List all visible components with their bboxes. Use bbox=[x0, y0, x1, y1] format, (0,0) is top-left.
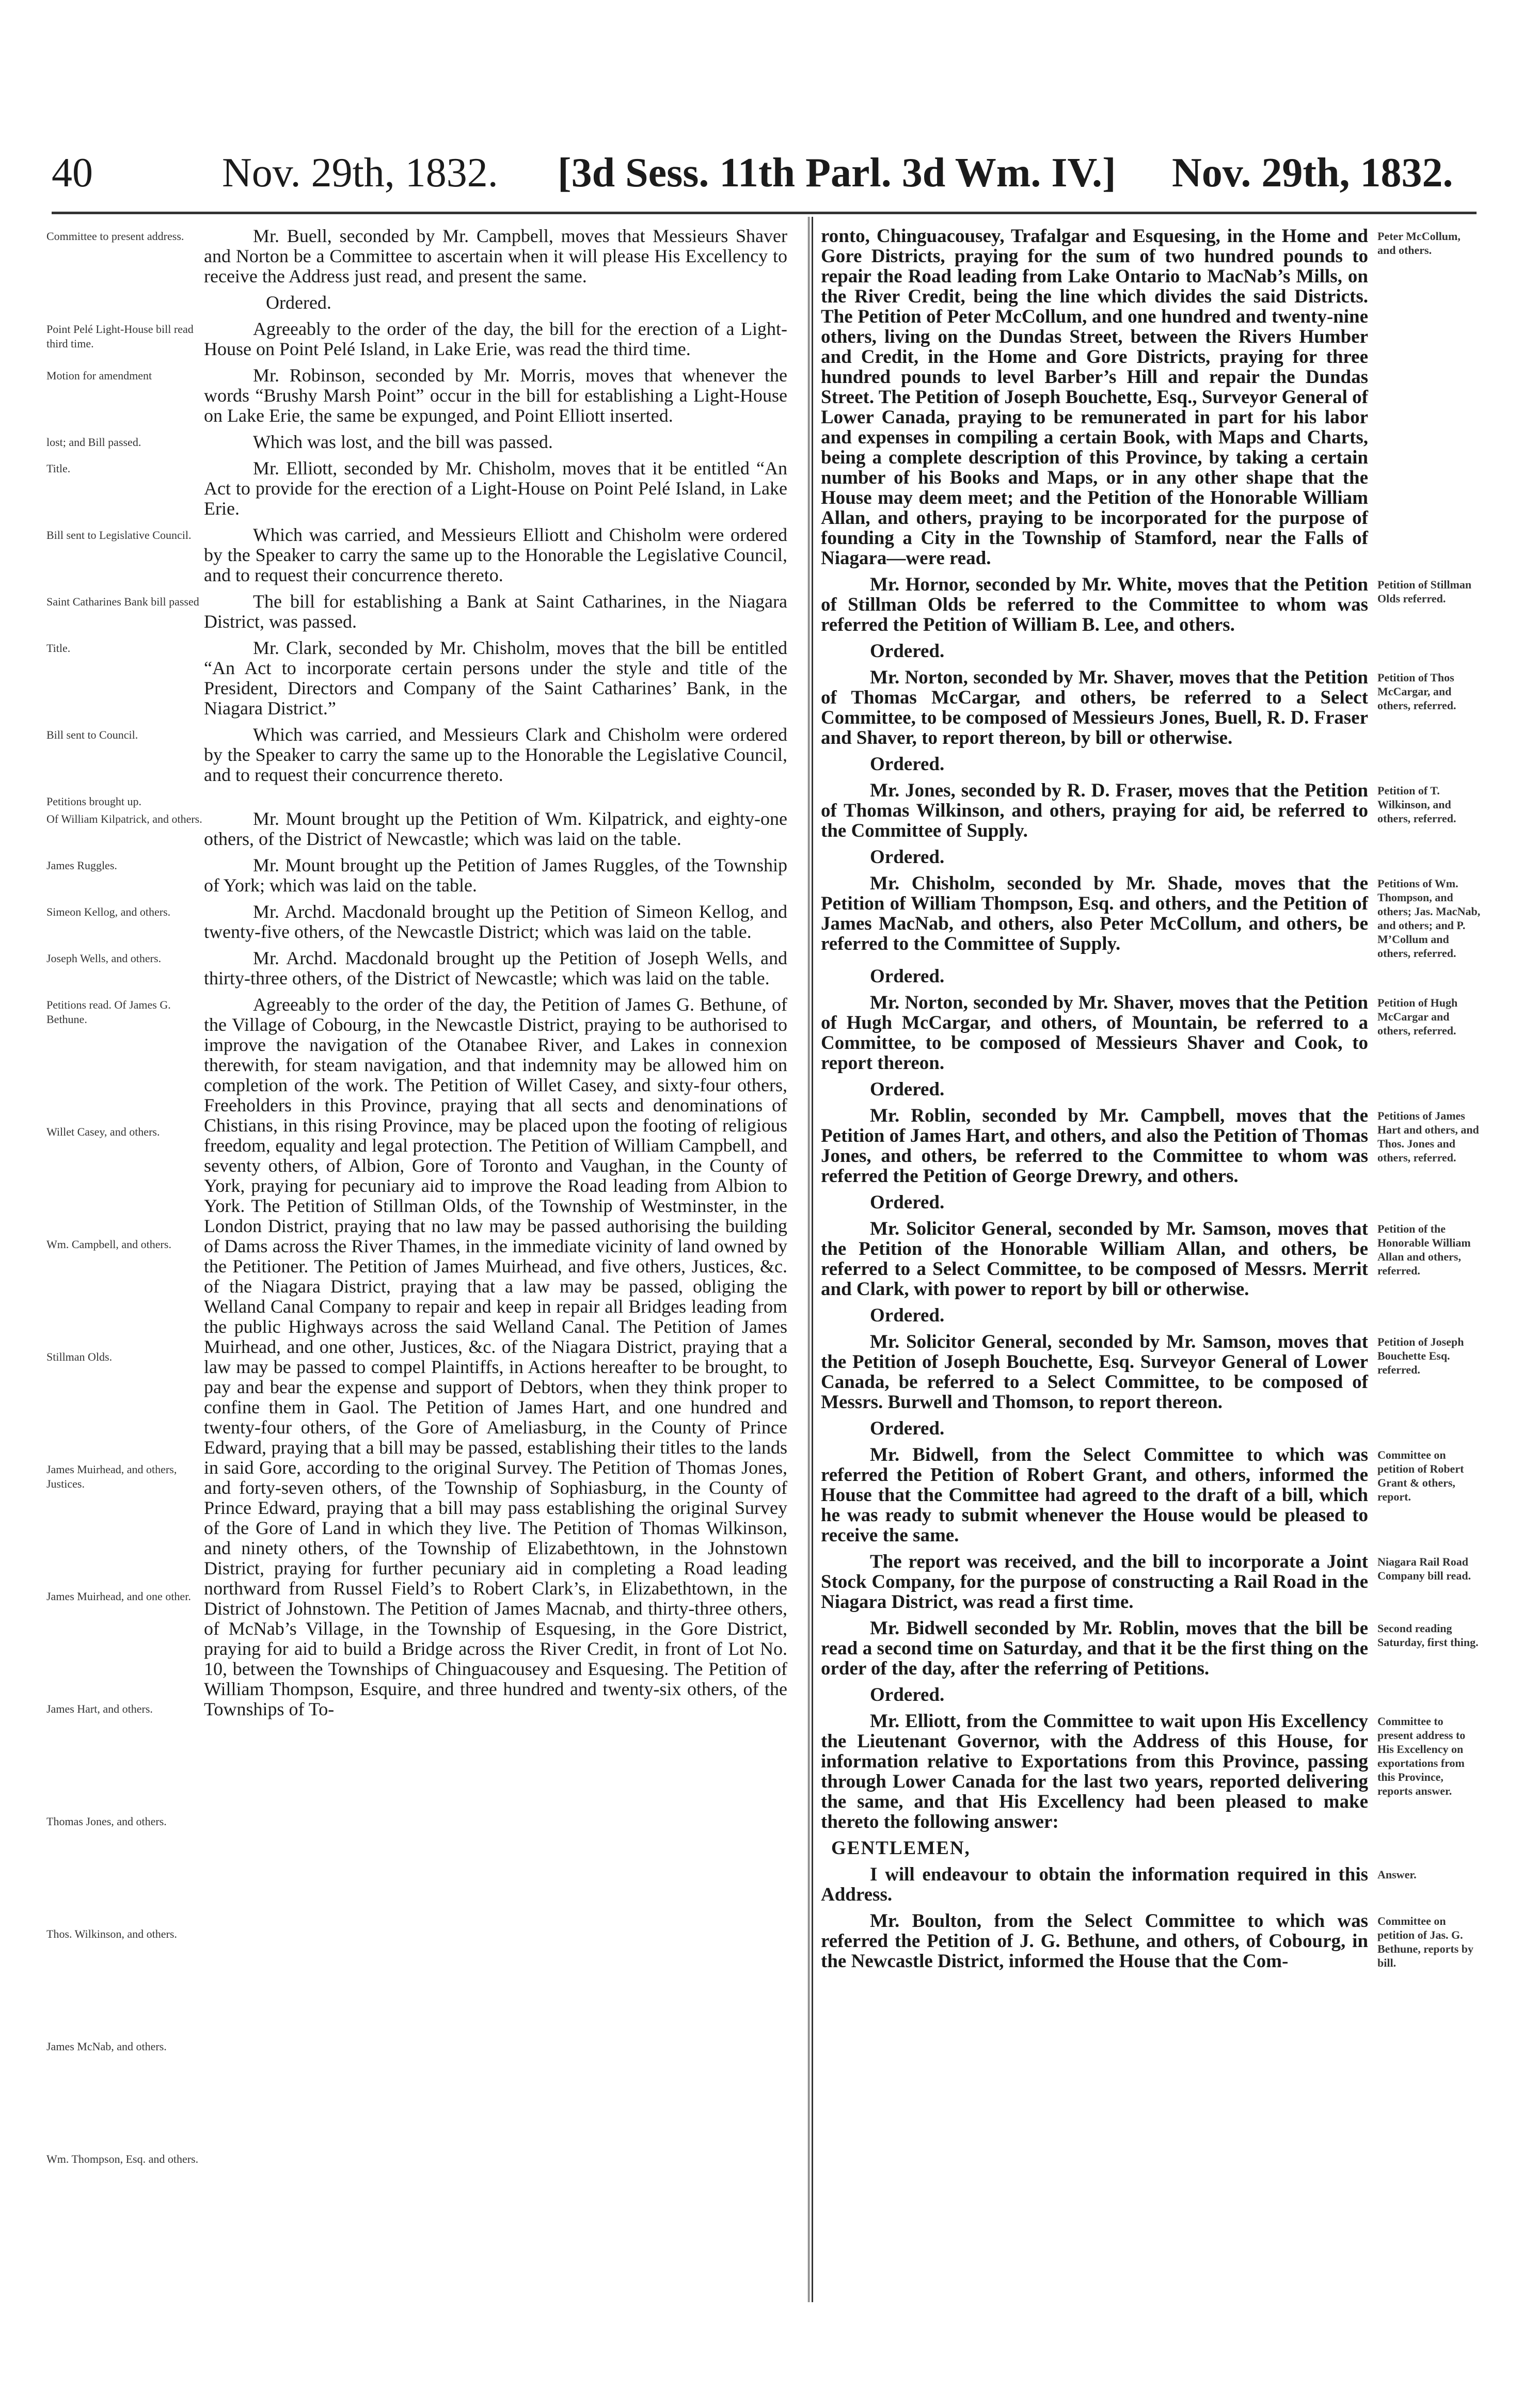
right-entry bbox=[821, 1418, 1487, 1439]
paragraph: The bill for establishing a Bank at Saint Catharines, in the Niagara District, was passed. bbox=[204, 591, 787, 632]
marginal-note: Title. bbox=[46, 462, 71, 475]
ordered-line: Ordered. bbox=[870, 641, 945, 662]
header-date-right: Nov. 29th, 1832. bbox=[1172, 150, 1453, 196]
left-entry bbox=[46, 319, 795, 359]
right-entry bbox=[821, 754, 1487, 774]
marginal-note bbox=[46, 293, 204, 296]
left-entry bbox=[46, 809, 795, 849]
paragraph: Mr. Boulton, from the Select Committee to which was referred the Petition of J. G. Bethune, and others, of Cobourg, in the Newcastle District, informed the House that the Com- bbox=[821, 1910, 1368, 1972]
marginal-note: Peter McCollum, and others. bbox=[1377, 230, 1461, 257]
right-entry bbox=[821, 1685, 1487, 1705]
header-session: [3d Sess. 11th Parl. 3d Wm. IV.] bbox=[558, 150, 1116, 196]
left-entry bbox=[46, 638, 795, 719]
header-rule bbox=[52, 212, 1477, 214]
right-column bbox=[821, 226, 1487, 1978]
paragraph: Mr. Hornor, seconded by Mr. White, moves that the Petition of Stillman Olds be referred to the Committee to whom was referred the Petition of William B. Lee, and others. bbox=[821, 574, 1368, 635]
right-entry bbox=[821, 1618, 1487, 1679]
marginal-note: Second reading Saturday, first thing. bbox=[1377, 1622, 1479, 1649]
paragraph: Mr. Archd. Macdonald brought up the Petition of Joseph Wells, and thirty-three others, of the District of Newcastle; which was laid on the table. bbox=[204, 948, 787, 988]
page-number: 40 bbox=[52, 150, 93, 196]
marginal-note: Stillman Olds. bbox=[46, 1350, 113, 1363]
right-entry bbox=[821, 1106, 1487, 1186]
marginal-note: Petition of the Honorable William Allan and others, referred. bbox=[1377, 1222, 1471, 1277]
left-entry bbox=[46, 791, 795, 809]
marginal-note: James McNab, and others. bbox=[46, 2040, 167, 2053]
paragraph: Agreeably to the order of the day, the Petition of James G. Bethune, of the Village of Cobourg, in the Newcastle District, praying to be authorised to improve the navigation of the Otanabee River, and Lakes in connexion therewith, for steam navigation, and that indemnity may be allowed him on completion of the work. The Petition of Willet Casey, and sixty-four others, Freeholders in this Province, praying that all sects and denominations of Chistians, in this rising Province, may be placed upon the footing of religious freedom, equality and legal protection. The Petition of William Campbell, and seventy others, of Albion, Gore of Toronto and Vaughan, in the County of York, praying for pecuniary aid to improve the Road leading from Albion to York. The Petition of Stillman Olds, of the Township of Westminster, in the London District, praying that no law may be passed authorising the building of Dams across the River Thames, in the immediate vicinity of land owned by the Petitioner. The Petition of James Muirhead, and five others, Justices, &c. of the Niagara District, praying that a law may be passed, obliging the Welland Canal Company to repair and keep in repair all Bridges leading from the public Highways across the said Welland Canal. The Petition of James Muirhead, and one other, Justices, &c. of the Niagara District, praying that a law may be passed to compel Plaintiffs, in Actions hereafter to be brought, to pay and bear the expense and support of Debtors, when they think proper to confine them in Gaol. The Petition of James Hart, and one hundred and twenty-four others, of the Gore of Ameliasburg, in the County of Prince Edward, praying that a bill may be passed, establishing their titles to the lands in said Gore, according to the original Survey. The Petition of Thomas Jones, and forty-seven others, of the Township of Sophiasburg, in the County of Prince Edward, praying that a bill may pass establishing the original Survey of the Gore of Land in which they live. The Petition of Thomas Wilkinson, and ninety others, of the Township of Elizabethtown, in the Johnstown District, praying for further pecuniary aid in completing a Road leading northward from Russel Field’s to Robert Clark’s, in Elizabethtown, in the District of Johnstown. The Petition of James Macnab, and thirty-three others, of McNab’s Village, in the Township of Esquesing, in the Gore District, praying for aid to build a Bridge across the River Credit, in front of Lot No. 10, between the Townships of Chinguacousey and Esquesing. The Petition of William Thompson, Esquire, and three hundred and twenty-six others, of the Townships of To- bbox=[204, 994, 787, 1719]
left-entry bbox=[46, 432, 795, 452]
ordered-line: Ordered. bbox=[870, 754, 945, 775]
marginal-note: James Hart, and others. bbox=[46, 1702, 153, 1715]
paragraph: Mr. Norton, seconded by Mr. Shaver, moves that the Petition of Thomas McCargar, and others, be referred to a Select Committee, to be composed of Messieurs Jones, Buell, R. D. Fraser and Shaver, to report thereon, by bill or otherwise. bbox=[821, 667, 1368, 748]
marginal-note: James Muirhead, and others, Justices. bbox=[46, 1463, 177, 1490]
marginal-note: Of William Kilpatrick, and others. bbox=[46, 812, 202, 825]
paragraph: Mr. Bidwell seconded by Mr. Roblin, moves that the bill be read a second time on Saturday, and that it be the first thing on the order of the day, after the referring of Petitions. bbox=[821, 1618, 1368, 1679]
left-entry bbox=[46, 902, 795, 942]
marginal-note bbox=[1368, 1685, 1481, 1688]
ordered-line: Ordered. bbox=[870, 1418, 945, 1439]
left-entry bbox=[46, 725, 795, 785]
marginal-note: Petition of Joseph Bouchette Esq. referred. bbox=[1377, 1335, 1464, 1376]
marginal-note bbox=[1368, 1418, 1481, 1422]
marginal-note: Petition of Stillman Olds referred. bbox=[1377, 578, 1472, 605]
paragraph: Mr. Jones, seconded by R. D. Fraser, moves that the Petition of Thomas Wilkinson, and others, praying for aid, be referred to the Committee of Supply. bbox=[821, 780, 1368, 841]
paragraph: Which was carried, and Messieurs Elliott and Chisholm were ordered by the Speaker to carry the same up to the Honorable the Legislative Council, and to request their concurrence thereto. bbox=[204, 524, 787, 585]
paragraph: Mr. Chisholm, seconded by Mr. Shade, moves that the Petition of William Thompson, Esq. and others, and the Petition of James MacNab, and others, also Peter McCollum, and others, be referred to the Committee of Supply. bbox=[821, 873, 1368, 954]
ordered-line: Ordered. bbox=[870, 1079, 945, 1100]
left-entry bbox=[46, 365, 795, 426]
marginal-note: Petition of Hugh McCargar and others, referred. bbox=[1377, 996, 1458, 1037]
marginal-note: Simeon Kellog, and others. bbox=[46, 905, 171, 918]
right-entry bbox=[821, 641, 1487, 661]
marginal-note: Petitions of Wm. Thompson, and others; Jas. MacNab, and others; and P. M’Collum and others, referred. bbox=[1377, 877, 1481, 960]
marginal-note: Petition of T. Wilkinson, and others, referred. bbox=[1377, 784, 1456, 825]
marginal-note: Petitions of James Hart and others, and Thos. Jones and others, referred. bbox=[1377, 1109, 1479, 1164]
paragraph: Which was lost, and the bill was passed. bbox=[253, 432, 553, 452]
right-entry bbox=[821, 1864, 1487, 1905]
marginal-note: Committee on petition of Jas. G. Bethune, reports by bill. bbox=[1377, 1915, 1473, 1969]
marginal-note: James Ruggles. bbox=[46, 859, 117, 872]
ordered-line: Ordered. bbox=[870, 847, 945, 868]
page-header bbox=[52, 150, 1477, 206]
greeting-line: GENTLEMEN, bbox=[831, 1838, 971, 1859]
left-entry bbox=[46, 226, 795, 286]
marginal-note bbox=[1368, 754, 1481, 757]
marginal-note: lost; and Bill passed. bbox=[46, 436, 141, 449]
marginal-note: Wm. Thompson, Esq. and others. bbox=[46, 2152, 199, 2165]
marginal-note: Petitions read. Of James G. Bethune. Willet Casey, and others. Wm. Campbell, and others. Stillman Olds. James Muirhead, and others, Justices. James Muirhead, and one other. James Hart, and others. Thomas Jones, and others. Thos. Wilkinson, and others. James McNab, and others. Wm. Thompson, Esq. and others. bbox=[46, 995, 204, 2166]
marginal-note bbox=[1368, 847, 1481, 850]
ordered-line: Ordered. bbox=[870, 1192, 945, 1213]
right-entry bbox=[821, 667, 1487, 748]
paragraph: Mr. Roblin, seconded by Mr. Campbell, moves that the Petition of James Hart, and others, and also the Petition of Thomas Jones, and others, be referred to the Committee to whom was referred the Petition of George Drewry, and others. bbox=[821, 1105, 1368, 1187]
paragraph: Mr. Clark, seconded by Mr. Chisholm, moves that the bill be entitled “An Act to incorporate certain persons under the style and title of the President, Directors and Company of the Saint Catharines’ Bank, in the Niagara District.” bbox=[204, 637, 787, 719]
paragraph: Which was carried, and Messieurs Clark and Chisholm were ordered by the Speaker to carry the same up to the Honorable the Legislative Council, and to request their concurrence thereto. bbox=[204, 724, 787, 785]
left-entry bbox=[46, 855, 795, 896]
marginal-note bbox=[1368, 1305, 1481, 1309]
paragraph: Mr. Solicitor General, seconded by Mr. Samson, moves that the Petition of the Honorable William Allan, and others, be referred to a Select Committee, to be composed of Messrs. Merrit and Clark, with power to report by bill or otherwise. bbox=[821, 1218, 1368, 1300]
left-entry bbox=[46, 525, 795, 585]
right-entry bbox=[821, 575, 1487, 635]
right-entry bbox=[821, 1192, 1487, 1213]
ordered-line: Ordered. bbox=[870, 1305, 945, 1326]
marginal-note: Saint Catharines Bank bill passed bbox=[46, 595, 199, 608]
marginal-note: Niagara Rail Road Company bill read. bbox=[1377, 1555, 1471, 1582]
marginal-note: James Muirhead, and one other. bbox=[46, 1590, 191, 1603]
marginal-note: Thomas Jones, and others. bbox=[46, 1815, 167, 1828]
marginal-note: Bill sent to Council. bbox=[46, 728, 138, 741]
paragraph: Mr. Bidwell, from the Select Committee to which was referred the Petition of Robert Grant, and others, informed the House that the Committee had agreed to the draft of a bill, which he was ready to submit whenever the House would be pleased to receive the same. bbox=[821, 1444, 1368, 1546]
right-entry bbox=[821, 780, 1487, 841]
paragraph: The report was received, and the bill to incorporate a Joint Stock Company, for the purpose of constructing a Rail Road in the Niagara District, was read a first time. bbox=[821, 1551, 1368, 1613]
right-entry bbox=[821, 1079, 1487, 1099]
marginal-note: Bill sent to Legislative Council. bbox=[46, 529, 192, 541]
marginal-note: Title. bbox=[46, 642, 71, 655]
marginal-note: Committee on petition of Robert Grant & others, report. bbox=[1377, 1448, 1464, 1503]
paragraph: Agreeably to the order of the day, the bill for the erection of a Light-House on Point Pelé Island, in Lake Erie, was read the third time. bbox=[204, 318, 787, 359]
left-column bbox=[46, 226, 795, 2173]
left-entry bbox=[46, 948, 795, 988]
paragraph: Mr. Elliott, seconded by Mr. Chisholm, moves that it be entitled “An Act to provide for the erection of a Light-House on Point Pelé Island, in Lake Erie. bbox=[204, 458, 787, 519]
left-entry bbox=[46, 458, 795, 519]
marginal-note: Thos. Wilkinson, and others. bbox=[46, 1927, 177, 1940]
right-entry bbox=[821, 1332, 1487, 1412]
marginal-note: Wm. Campbell, and others. bbox=[46, 1238, 171, 1251]
right-entry bbox=[821, 1552, 1487, 1612]
right-entry bbox=[821, 873, 1487, 960]
paragraph: Mr. Robinson, seconded by Mr. Morris, moves that whenever the words “Brushy Marsh Point” occur in the bill for establishing a Light-House on Lake Erie, the same be expunged, and Point Elliott inserted. bbox=[204, 365, 787, 426]
paragraph: Mr. Archd. Macdonald brought up the Petition of Simeon Kellog, and twenty-five others, of the Newcastle District; which was laid on the table. bbox=[204, 901, 787, 942]
paragraph: Mr. Solicitor General, seconded by Mr. Samson, moves that the Petition of Joseph Bouchette, Esq. Surveyor General of Lower Canada, be referred to a Select Committee, to be composed of Messrs. Burwell and Thomson, to report thereon. bbox=[821, 1331, 1368, 1413]
right-entry bbox=[821, 1305, 1487, 1326]
marginal-note: Point Pelé Light-House bill read third time. bbox=[46, 323, 194, 350]
marginal-note: Willet Casey, and others. bbox=[46, 1125, 160, 1138]
right-entry bbox=[821, 1219, 1487, 1299]
paragraph: Mr. Elliott, from the Committee to wait upon His Excellency the Lieutenant Governor, with the Address of this House, for information relative to Exportations from this Province, passing through Lower Canada for the last two years, reported delivering the same, and that His Excellency had been pleased to make thereto the following answer: bbox=[821, 1711, 1368, 1832]
left-entry bbox=[46, 592, 795, 632]
right-entry bbox=[821, 1711, 1487, 1832]
marginal-note: Committee to present address to His Excellency on exportations from this Province, reports answer. bbox=[1377, 1715, 1466, 1797]
marginal-note: Petition of Thos McCargar, and others, referred. bbox=[1377, 671, 1456, 712]
paragraph: Mr. Buell, seconded by Mr. Campbell, moves that Messieurs Shaver and Norton be a Committee to ascertain when it will please His Excellency to receive the Address just read, and present the same. bbox=[204, 226, 787, 286]
paragraph: Mr. Mount brought up the Petition of Wm. Kilpatrick, and eighty-one others, of the District of Newcastle; which was laid on the table. bbox=[204, 808, 787, 849]
marginal-note: Petitions brought up. bbox=[46, 795, 141, 808]
marginal-note: Motion for amendment bbox=[46, 369, 152, 382]
marginal-note: Answer. bbox=[1377, 1868, 1417, 1881]
header-date-left: Nov. 29th, 1832. bbox=[222, 150, 498, 196]
right-entry bbox=[821, 1445, 1487, 1545]
marginal-note bbox=[1368, 966, 1481, 969]
ordered-line: Ordered. bbox=[870, 966, 945, 987]
right-entry bbox=[821, 1838, 1487, 1858]
left-entry bbox=[46, 293, 795, 313]
marginal-note bbox=[1368, 1079, 1481, 1082]
marginal-note: Joseph Wells, and others. bbox=[46, 952, 162, 965]
left-entry bbox=[46, 995, 795, 2166]
marginal-note: Committee to present address. bbox=[46, 230, 184, 243]
right-entry bbox=[821, 993, 1487, 1073]
marginal-note bbox=[1368, 641, 1481, 644]
marginal-note bbox=[1368, 1192, 1481, 1195]
paragraph: I will endeavour to obtain the information required in this Address. bbox=[821, 1864, 1368, 1905]
paragraph: Mr. Mount brought up the Petition of James Ruggles, of the Township of York; which was laid on the table. bbox=[204, 855, 787, 896]
ordered-line: Ordered. bbox=[870, 1684, 945, 1705]
paragraph: ronto, Chinguacousey, Trafalgar and Esquesing, in the Home and Gore Districts, praying for the sum of two hundred pounds to repair the Road leading from Lake Ontario to MacNab’s Mills, on the River Credit, being the line which divides the said Districts. The Petition of Peter McCollum, and one hundred and twenty-nine others, living on the Dundas Street, between the Rivers Humber and Credit, in the Home and Gore Districts, praying for three hundred pounds to level Barber’s Hill and repair the Dundas Street. The Petition of Joseph Bouchette, Esq., Surveyor General of Lower Canada, praying to be remunerated in part for his labor and expenses in compiling a certain Book, with Maps and Charts, being a complete description of this Province, by taking a certain number of his Books and Maps, or in any other shape that the House may deem meet; and the Petition of the Honorable William Allan, and others, praying to be incorporated for the purpose of founding a City in the Township of Stamford, near the Falls of Niagara—were read. bbox=[821, 226, 1368, 569]
column-divider bbox=[808, 217, 813, 2302]
right-entry bbox=[821, 847, 1487, 867]
right-entry bbox=[821, 966, 1487, 986]
right-entry bbox=[821, 226, 1487, 568]
right-entry bbox=[821, 1911, 1487, 1971]
ordered-line: Ordered. bbox=[266, 292, 331, 313]
marginal-note bbox=[1368, 1838, 1481, 1841]
paragraph: Mr. Norton, seconded by Mr. Shaver, moves that the Petition of Hugh McCargar, and others, of Mountain, be referred to a Committee, to be composed of Messieurs Shaver and Cook, to report thereon. bbox=[821, 992, 1368, 1074]
